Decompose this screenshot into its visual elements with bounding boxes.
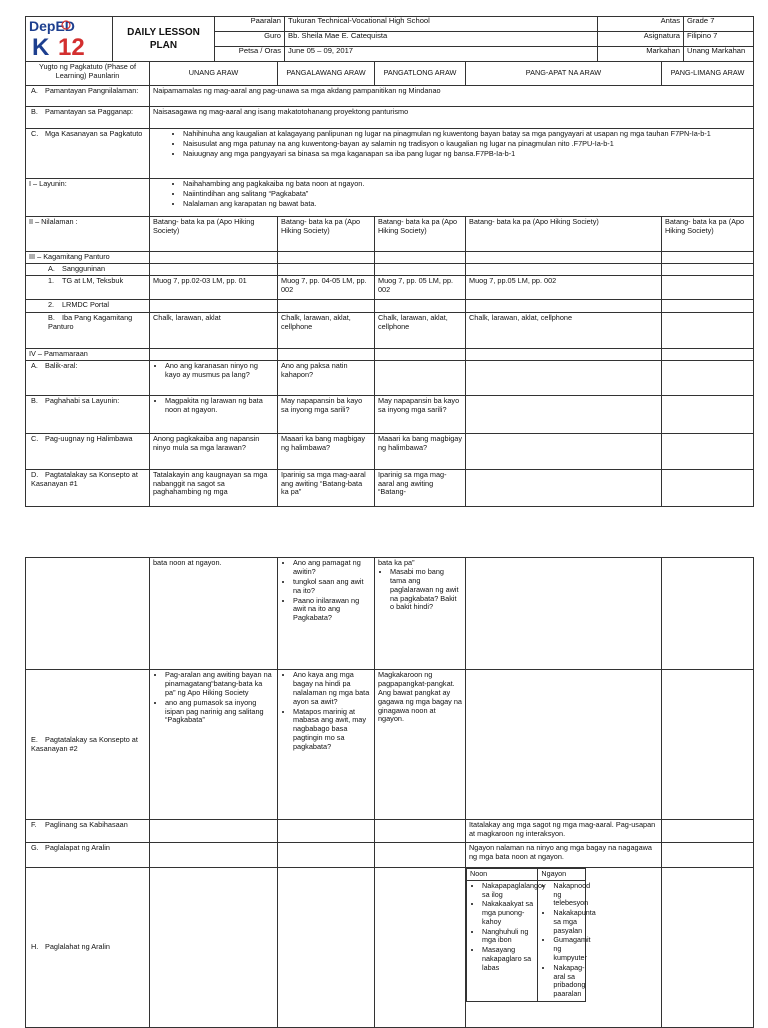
col-header-day1: UNANG ARAW xyxy=(150,62,278,86)
list-item: • Masabi mo bang tama ang paglalarawan ng awit na pagkabata? Bakit o bakit hindi? xyxy=(390,568,462,612)
empty-cell xyxy=(466,395,662,433)
continued-day3-list xyxy=(378,568,462,612)
pagtatalakay-1-day1: Tatalakayin ang kaugnayan sa mga nabanggit na sagot sa paghahambing ng mga xyxy=(150,469,278,506)
header-value-markahan: Unang Markahan xyxy=(684,47,754,62)
col-header-day3: PANGATLONG ARAW xyxy=(375,62,466,86)
col-header-day2: PANGALAWANG ARAW xyxy=(278,62,375,86)
lesson-table-continued xyxy=(25,557,754,1028)
document-title: DAILY LESSON PLAN xyxy=(113,17,215,62)
pagtatalakay-2-day2-cell xyxy=(278,670,375,820)
row-number: G. xyxy=(31,843,39,852)
balik-aral-list xyxy=(153,362,274,380)
empty-cell xyxy=(662,252,754,264)
continued-day3-cell xyxy=(375,558,466,670)
list-item: • Ano ang pamagat ng awitin? xyxy=(293,559,371,577)
row-label-nilalaman: II – Nilalaman : xyxy=(26,217,150,252)
tg-day3: Muog 7, pp. 05 LM, pp. 002 xyxy=(375,275,466,299)
iba-day3: Chalk, larawan, aklat, cellphone xyxy=(375,312,466,348)
row-label-kasanayan xyxy=(26,129,150,179)
row-label-text: Pamantayan Pangnilalaman: xyxy=(45,86,139,95)
empty-cell xyxy=(375,252,466,264)
logo-12-text: 12 xyxy=(58,34,85,61)
row-label-text: LRMDC Portal xyxy=(62,299,110,309)
list-item: • Ano kaya ang mga bagay na hindi pa nalalaman ng mga bata ayon sa awit? xyxy=(293,671,371,707)
row-number: C. xyxy=(31,433,39,443)
row-number: A. xyxy=(31,86,38,95)
kasanayan-list-cell xyxy=(150,129,754,179)
empty-cell xyxy=(150,820,278,843)
empty-cell xyxy=(150,868,278,1028)
balik-aral-day2: Ano ang paksa natin kahapon? xyxy=(278,360,375,395)
layunin-list-cell xyxy=(150,179,754,217)
tg-day2: Muog 7, pp. 04-05 LM, pp. 002 xyxy=(278,275,375,299)
row-label-text: Pamantayan sa Pagganap: xyxy=(45,107,134,116)
continued-day3-head: bata ka pa” xyxy=(378,558,415,567)
empty-cell xyxy=(278,868,375,1028)
continued-day2-cell xyxy=(278,558,375,670)
pagtatalakay-2-day1-cell xyxy=(150,670,278,820)
empty-cell xyxy=(466,558,662,670)
noon-list xyxy=(470,880,546,973)
list-item: • Paano inilarawan ng awit na ito ang Pagkabata? xyxy=(293,597,371,624)
empty-cell xyxy=(466,433,662,469)
lesson-plan-page-1 xyxy=(25,16,753,507)
iba-day4: Chalk, larawan, aklat, cellphone xyxy=(466,312,662,348)
nilalaman-day1: Batang- bata ka pa (Apo Hiking Society) xyxy=(150,217,278,252)
lesson-table xyxy=(25,61,754,507)
header-label-antas: Antas xyxy=(598,17,684,32)
pagtatalakay-1-day3: Iparinig sa mga mag-aaral ang awiting “Batang- xyxy=(375,469,466,506)
pagtatalakay-2-day3: Magkakaroon ng pagpapangkat-pangkat. Ang bawat pangkat ay gagawa ng mga bagay na ginagawa noon at ngayon. xyxy=(375,670,466,820)
nilalaman-day2: Batang- bata ka pa (Apo Hiking Society) xyxy=(278,217,375,252)
list-item: • Naisusulat ang mga patunay na ang kuwentong-bayan ay salamin ng tradisyon o kaugalian ng lugar na pinagmulan nito .F7PU-Ia-b-1 xyxy=(183,140,750,149)
empty-cell xyxy=(662,312,754,348)
noon-ngayon-table xyxy=(466,868,596,1002)
paghahabi-day1-cell xyxy=(150,395,278,433)
empty-cell xyxy=(662,360,754,395)
row-label-sanggunian xyxy=(26,263,150,275)
row-label-text: Balik-aral: xyxy=(45,360,78,370)
empty-cell xyxy=(662,395,754,433)
row-label-pamantayan-pangnilalaman xyxy=(26,86,150,107)
list-item: • tungkol saan ang awit na ito? xyxy=(293,578,371,596)
empty-cell xyxy=(466,360,662,395)
empty-cell xyxy=(375,299,466,312)
paglalapat-day4: Ngayon nalaman na ninyo ang mga bagay na nagagawa ng mga bata noon at ngayon. xyxy=(466,843,662,868)
empty-cell xyxy=(150,252,278,264)
col-header-day5: PANG-LIMANG ARAW xyxy=(662,62,754,86)
list-item: • Nakapag-aral sa pribadong paaralan xyxy=(553,964,582,999)
nilalaman-day5: Batang- bata ka pa (Apo Hiking Society) xyxy=(662,217,754,252)
empty-cell xyxy=(466,252,662,264)
col-header-stage: Yugto ng Pagkatuto (Phase of Learning) Paunlarin xyxy=(26,62,150,86)
list-item: • Nakapapaglalangoy sa ilog xyxy=(482,882,534,900)
row-number: F. xyxy=(31,820,37,829)
row-label-text: Sangguninan xyxy=(62,263,106,273)
list-item: • Nahihinuha ang kaugalian at kalagayang panlipunan ng lugar na pinagmulan ng kuwentong bayan batay sa mga pangyayari at usapan ng mga tauhan F7PN-Ia-b-1 xyxy=(183,130,750,139)
pamantayan-pangnilalaman-text: Naipamamalas ng mag-aaral ang pag-unawa sa mga akdang pampanitikan ng Mindanao xyxy=(150,86,754,107)
row-number: E. xyxy=(31,734,38,744)
row-label-text: TG at LM, Teksbuk xyxy=(62,275,124,285)
row-number: A. xyxy=(48,263,55,273)
paghahabi-day3: May napapansin ba kayo sa inyong mga sarili? xyxy=(375,395,466,433)
pagtatalakay-2-day1-list xyxy=(153,671,274,725)
empty-cell xyxy=(662,843,754,868)
empty-cell xyxy=(662,275,754,299)
row-label-paglalapat xyxy=(26,843,150,868)
empty-cell xyxy=(662,820,754,843)
logo-k-text: K xyxy=(32,34,50,61)
pag-uugnay-day2: Maaari ka bang magbigay ng halimbawa? xyxy=(278,433,375,469)
empty-cell xyxy=(375,843,466,868)
tg-day4: Muog 7, pp.05 LM, pp. 002 xyxy=(466,275,662,299)
row-number: B. xyxy=(31,395,38,405)
row-label-pagtatalakay-2 xyxy=(26,670,150,820)
logo xyxy=(28,18,110,60)
header-label-paaralan: Paaralan xyxy=(215,17,285,32)
header-value-guro: Bb. Sheila Mae E. Catequista xyxy=(285,32,598,47)
row-label-pagtatalakay-1 xyxy=(26,469,150,506)
nilalaman-day3: Batang- bata ka pa (Apo Hiking Society) xyxy=(375,217,466,252)
empty-cell xyxy=(466,469,662,506)
kasanayan-list xyxy=(153,130,750,159)
empty-cell xyxy=(662,670,754,820)
empty-cell xyxy=(278,843,375,868)
row-number: B. xyxy=(31,107,38,116)
nilalaman-day4: Batang- bata ka pa (Apo Hiking Society) xyxy=(466,217,662,252)
row-label-pamantayan-pagganap xyxy=(26,107,150,129)
list-item: • Naiuugnay ang mga pangyayari sa binasa sa mga kaganapan sa iba pang lugar ng bansa.F7PB-Ia-b-1 xyxy=(183,150,750,159)
row-number: B. xyxy=(48,312,55,322)
row-label-paghahabi xyxy=(26,395,150,433)
layunin-list xyxy=(153,180,750,209)
iba-day1: Chalk, larawan, aklat xyxy=(150,312,278,348)
row-label-balik-aral xyxy=(26,360,150,395)
paghahabi-list xyxy=(153,397,274,415)
empty-cell xyxy=(662,868,754,1028)
row-label-text: Paghahabi sa Layunin: xyxy=(45,395,120,405)
list-item: • ano ang pumasok sa inyong isipan pag narinig ang salitang “Pagkabata” xyxy=(165,699,274,726)
header-value-asignatura: Filipino 7 xyxy=(684,32,754,47)
header-value-paaralan: Tukuran Technical-Vocational High School xyxy=(285,17,598,32)
row-label-text: Pagtatalakay sa Konsepto at Kasanayan #2 xyxy=(31,734,138,753)
ngayon-header: Ngayon xyxy=(538,869,586,881)
continued-day2-list xyxy=(281,559,371,623)
empty-cell xyxy=(278,263,375,275)
lesson-plan-page-2 xyxy=(25,557,753,1028)
row-label-layunin: I – Layunin: xyxy=(26,179,150,217)
row-number: D. xyxy=(31,469,39,479)
empty-cell xyxy=(150,299,278,312)
list-item: • Nakakaakyat sa mga punong-kahoy xyxy=(482,900,534,926)
row-label-text: Pag-uugnay ng Halimbawa xyxy=(45,433,133,443)
list-item: • Nalalaman ang karapatan ng bawat bata. xyxy=(183,200,750,209)
empty-cell xyxy=(662,558,754,670)
empty-cell xyxy=(150,263,278,275)
row-label-text: Paglalahat ng Aralin xyxy=(45,942,110,952)
list-item: • Gumagamit ng kumpyuter xyxy=(553,936,582,962)
list-item: • Nanghuhuli ng mga ibon xyxy=(482,928,534,946)
row-number: 1. xyxy=(48,275,55,285)
row-label-text: Iba Pang Kagamitang Panturo xyxy=(48,312,133,331)
list-item: • Naihahambing ang pagkakaiba ng bata noon at ngayon. xyxy=(183,180,750,189)
list-item: • Pag-aralan ang awiting bayan na pinamagatang“batang-bata ka pa” ng Apo Hiking Society xyxy=(165,671,274,698)
empty-cell xyxy=(662,299,754,312)
empty-cell xyxy=(150,843,278,868)
row-number: H. xyxy=(31,942,39,952)
row-label-text: Paglalapat ng Aralin xyxy=(45,843,110,852)
empty-cell xyxy=(375,263,466,275)
noon-list-cell xyxy=(467,880,546,1001)
empty-cell xyxy=(662,348,754,360)
row-label-paglalahat xyxy=(26,868,150,1028)
pamantayan-pagganap-text: Naisasagawa ng mag-aaral ang isang makatotohanang proyektong panturismo xyxy=(150,107,754,129)
paghahabi-day2: May napapansin ba kayo sa inyong mga sarili? xyxy=(278,395,375,433)
header-label-markahan: Markahan xyxy=(598,47,684,62)
list-item: • Nakakapunta sa mga pasyalan xyxy=(553,909,582,935)
empty-cell xyxy=(278,348,375,360)
paglalahat-day4-cell xyxy=(466,868,662,1028)
header-table xyxy=(25,16,754,62)
row-label-text: Mga Kasanayan sa Pagkatuto xyxy=(45,129,143,138)
empty-cell xyxy=(278,299,375,312)
list-item: • Matapos marinig at mabasa ang awit, may nagbabago basa pagtingin mo sa pagkabata? xyxy=(293,708,371,752)
row-number: A. xyxy=(31,360,38,370)
header-label-petsa: Petsa / Oras xyxy=(215,47,285,62)
empty-cell xyxy=(375,868,466,1028)
pagtatalakay-1-day2: Iparinig sa mga mag-aaral ang awiting “Batang-bata ka pa” xyxy=(278,469,375,506)
pagtatalakay-2-day2-list xyxy=(281,671,371,752)
row-label-text: Paglinang sa Kabihasaan xyxy=(45,820,128,829)
row-label-iba-pang-kagamitan xyxy=(26,312,150,348)
empty-cell xyxy=(466,348,662,360)
row-label-paglinang xyxy=(26,820,150,843)
empty-cell xyxy=(375,348,466,360)
pag-uugnay-day3: Maaari ka bang magbigay ng halimbawa? xyxy=(375,433,466,469)
header-value-antas: Grade 7 xyxy=(684,17,754,32)
empty-cell xyxy=(375,820,466,843)
empty-cell xyxy=(375,360,466,395)
row-label-kagamitan: III – Kagamitang Panturo xyxy=(26,252,150,264)
noon-header: Noon xyxy=(467,869,538,881)
list-item: • Naiintindihan ang salitang “Pagkabata” xyxy=(183,190,750,199)
iba-day2: Chalk, larawan, aklat, cellphone xyxy=(278,312,375,348)
list-item: • Ano ang karanasan ninyo ng kayo ay musmus pa lang? xyxy=(165,362,274,380)
empty-cell xyxy=(278,252,375,264)
empty-cell xyxy=(662,469,754,506)
col-header-day4: PANG-APAT NA ARAW xyxy=(466,62,662,86)
row-label-tg xyxy=(26,275,150,299)
list-item: • Masayang nakapaglaro sa labas xyxy=(482,946,534,972)
pag-uugnay-day1: Anong pagkakaiba ang napansin ninyo mula sa mga larawan? xyxy=(150,433,278,469)
header-label-asignatura: Asignatura xyxy=(598,32,684,47)
row-label-pamamaraan: IV – Pamamaraan xyxy=(26,348,150,360)
deped-k12-logo-icon xyxy=(28,18,110,61)
continued-day1: bata noon at ngayon. xyxy=(150,558,278,670)
list-item: • Magpakita ng larawan ng bata noon at ngayon. xyxy=(165,397,274,415)
row-label-lrmdc xyxy=(26,299,150,312)
empty-cell xyxy=(466,299,662,312)
row-label-pag-uugnay xyxy=(26,433,150,469)
logo-deped-text: DepED xyxy=(29,18,75,34)
list-item: • Nakapnood ng telebesyon xyxy=(553,882,582,908)
empty-cell xyxy=(150,348,278,360)
empty-cell xyxy=(278,820,375,843)
header-value-petsa: June 05 – 09, 2017 xyxy=(285,47,598,62)
balik-aral-day1-cell xyxy=(150,360,278,395)
ngayon-list xyxy=(541,880,596,999)
row-number: C. xyxy=(31,129,39,138)
row-number: 2. xyxy=(48,299,55,309)
paglinang-day4: Itatalakay ang mga sagot ng mga mag-aaral. Pag-usapan at magkaroon ng interaksyon. xyxy=(466,820,662,843)
empty-cell xyxy=(26,558,150,670)
ngayon-list-cell xyxy=(538,880,596,1001)
tg-day1: Muog 7, pp.02-03 LM, pp. 01 xyxy=(150,275,278,299)
empty-cell xyxy=(466,263,662,275)
row-label-text: Pagtatalakay sa Konsepto at Kasanayan #1 xyxy=(31,469,138,488)
empty-cell xyxy=(662,433,754,469)
deped-logo xyxy=(26,17,113,62)
header-label-guro: Guro xyxy=(215,32,285,47)
empty-cell xyxy=(466,670,662,820)
empty-cell xyxy=(662,263,754,275)
